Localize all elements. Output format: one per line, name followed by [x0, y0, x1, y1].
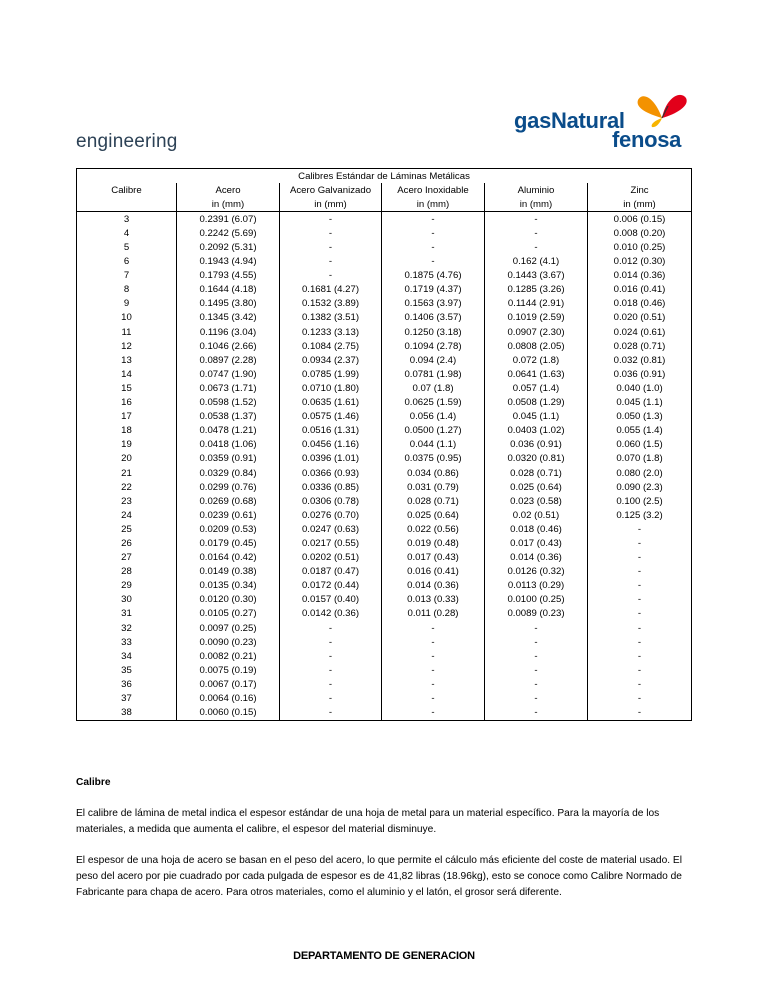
column-unit — [77, 197, 177, 212]
table-cell: - — [280, 677, 382, 691]
column-unit: in (mm) — [280, 197, 382, 212]
table-cell: 23 — [77, 494, 177, 508]
table-cell: 0.050 (1.3) — [588, 410, 692, 424]
table-row — [77, 311, 692, 325]
table-cell: 0.2242 (5.69) — [177, 226, 280, 240]
table-cell: - — [485, 706, 588, 721]
table-cell: 0.018 (0.46) — [485, 522, 588, 536]
table-cell: 0.0516 (1.31) — [280, 424, 382, 438]
table-cell: 0.031 (0.79) — [382, 480, 485, 494]
table-cell: 0.0320 (0.81) — [485, 452, 588, 466]
table-cell: 0.032 (0.81) — [588, 353, 692, 367]
table-cell: - — [485, 635, 588, 649]
table-cell: - — [280, 635, 382, 649]
section-label: engineering — [76, 131, 178, 152]
table-row — [77, 240, 692, 254]
table-cell: 0.013 (0.33) — [382, 593, 485, 607]
table-cell: 0.045 (1.1) — [485, 410, 588, 424]
column-header: Calibre — [77, 183, 177, 197]
table-row — [77, 551, 692, 565]
table-cell: 0.0785 (1.99) — [280, 367, 382, 381]
table-cell: - — [588, 663, 692, 677]
table-cell: - — [382, 691, 485, 705]
table-cell: 0.1495 (3.80) — [177, 297, 280, 311]
table-cell: - — [485, 691, 588, 705]
table-cell: 0.0575 (1.46) — [280, 410, 382, 424]
table-cell: - — [280, 663, 382, 677]
table-cell: 13 — [77, 353, 177, 367]
table-cell: 0.2391 (6.07) — [177, 212, 280, 227]
table-cell: - — [382, 635, 485, 649]
table-cell: 0.011 (0.28) — [382, 607, 485, 621]
table-row — [77, 325, 692, 339]
table-cell: 0.1019 (2.59) — [485, 311, 588, 325]
table-cell: 0.019 (0.48) — [382, 536, 485, 550]
table-cell: 0.0808 (2.05) — [485, 339, 588, 353]
table-cell: - — [485, 240, 588, 254]
table-cell: 0.1644 (4.18) — [177, 283, 280, 297]
column-unit: in (mm) — [177, 197, 280, 212]
table-cell: 6 — [77, 255, 177, 269]
table-cell: 0.0269 (0.68) — [177, 494, 280, 508]
table-cell: 0.070 (1.8) — [588, 452, 692, 466]
table-cell: 0.014 (0.36) — [588, 269, 692, 283]
table-cell: 0.044 (1.1) — [382, 438, 485, 452]
table-cell: - — [382, 677, 485, 691]
table-cell: 36 — [77, 677, 177, 691]
table-row — [77, 607, 692, 621]
table-cell: 0.0126 (0.32) — [485, 565, 588, 579]
table-cell: 0.036 (0.91) — [588, 367, 692, 381]
table-cell: 0.012 (0.30) — [588, 255, 692, 269]
table-cell: 0.0202 (0.51) — [280, 551, 382, 565]
table-row — [77, 255, 692, 269]
table-cell: 0.125 (3.2) — [588, 508, 692, 522]
table-row — [77, 283, 692, 297]
table-cell: 0.0060 (0.15) — [177, 706, 280, 721]
table-cell: 0.018 (0.46) — [588, 297, 692, 311]
table-cell: 0.020 (0.51) — [588, 311, 692, 325]
table-cell: 0.0635 (1.61) — [280, 396, 382, 410]
table-cell: 0.1382 (3.51) — [280, 311, 382, 325]
table-row — [77, 452, 692, 466]
logo-text-gasnatural: gasNatural — [514, 108, 625, 133]
column-header: Aluminio — [485, 183, 588, 197]
table-row — [77, 226, 692, 240]
table-row — [77, 706, 692, 721]
table-cell: 0.060 (1.5) — [588, 438, 692, 452]
table-cell: - — [485, 212, 588, 227]
table-cell: 0.1233 (3.13) — [280, 325, 382, 339]
table-cell: - — [588, 621, 692, 635]
table-cell: 0.0359 (0.91) — [177, 452, 280, 466]
table-cell: - — [280, 691, 382, 705]
table-cell: 27 — [77, 551, 177, 565]
table-cell: 0.1144 (2.91) — [485, 297, 588, 311]
table-cell: 0.0149 (0.38) — [177, 565, 280, 579]
table-cell: 0.0082 (0.21) — [177, 649, 280, 663]
table-cell: 0.0478 (1.21) — [177, 424, 280, 438]
table-cell: - — [588, 706, 692, 721]
table-cell: - — [280, 226, 382, 240]
table-cell: 0.0299 (0.76) — [177, 480, 280, 494]
table-cell: 0.028 (0.71) — [485, 466, 588, 480]
column-header: Acero Galvanizado — [280, 183, 382, 197]
table-cell: - — [382, 649, 485, 663]
table-cell: 7 — [77, 269, 177, 283]
table-row — [77, 381, 692, 395]
table-cell: 3 — [77, 212, 177, 227]
table-cell: - — [588, 677, 692, 691]
column-unit-row — [77, 197, 692, 212]
table-cell: 0.016 (0.41) — [588, 283, 692, 297]
table-cell: - — [382, 226, 485, 240]
table-cell: 5 — [77, 240, 177, 254]
table-cell: 0.0090 (0.23) — [177, 635, 280, 649]
table-cell: 0.0508 (1.29) — [485, 396, 588, 410]
table-cell: 0.0418 (1.06) — [177, 438, 280, 452]
table-row — [77, 396, 692, 410]
table-cell: 29 — [77, 579, 177, 593]
table-cell: 0.0710 (1.80) — [280, 381, 382, 395]
table-cell: 0.1719 (4.37) — [382, 283, 485, 297]
table-cell: 0.0239 (0.61) — [177, 508, 280, 522]
table-cell: 0.080 (2.0) — [588, 466, 692, 480]
table-cell: 4 — [77, 226, 177, 240]
table-cell: 0.0336 (0.85) — [280, 480, 382, 494]
table-row — [77, 649, 692, 663]
table-cell: 0.1532 (3.89) — [280, 297, 382, 311]
table-row — [77, 579, 692, 593]
table-cell: 0.0538 (1.37) — [177, 410, 280, 424]
table-caption: Calibres Estándar de Láminas Metálicas — [77, 169, 692, 184]
table-cell: 0.028 (0.71) — [382, 494, 485, 508]
table-cell: 11 — [77, 325, 177, 339]
table-cell: 34 — [77, 649, 177, 663]
table-cell: 0.055 (1.4) — [588, 424, 692, 438]
table-cell: 12 — [77, 339, 177, 353]
table-row — [77, 565, 692, 579]
column-unit: in (mm) — [588, 197, 692, 212]
table-row — [77, 663, 692, 677]
table-cell: - — [588, 649, 692, 663]
table-row — [77, 593, 692, 607]
table-cell: 0.072 (1.8) — [485, 353, 588, 367]
table-cell: 0.0500 (1.27) — [382, 424, 485, 438]
company-logo — [514, 88, 684, 153]
table-cell: - — [588, 579, 692, 593]
table-cell: - — [280, 649, 382, 663]
table-cell: 0.028 (0.71) — [588, 339, 692, 353]
table-cell: 0.090 (2.3) — [588, 480, 692, 494]
table-cell: 0.0456 (1.16) — [280, 438, 382, 452]
column-unit: in (mm) — [382, 197, 485, 212]
table-cell: 0.1443 (3.67) — [485, 269, 588, 283]
table-cell: 0.0064 (0.16) — [177, 691, 280, 705]
table-row — [77, 297, 692, 311]
table-row — [77, 536, 692, 550]
table-cell: 0.034 (0.86) — [382, 466, 485, 480]
table-cell: - — [588, 522, 692, 536]
table-row — [77, 522, 692, 536]
table-cell: 0.0329 (0.84) — [177, 466, 280, 480]
table-cell: - — [588, 691, 692, 705]
table-cell: 0.0217 (0.55) — [280, 536, 382, 550]
table-cell: 20 — [77, 452, 177, 466]
table-cell: 38 — [77, 706, 177, 721]
table-cell: 0.1681 (4.27) — [280, 283, 382, 297]
table-cell: 0.014 (0.36) — [485, 551, 588, 565]
table-cell: 0.017 (0.43) — [485, 536, 588, 550]
table-cell: 16 — [77, 396, 177, 410]
table-row — [77, 410, 692, 424]
footer-department: DEPARTAMENTO DE GENERACION — [293, 950, 475, 962]
table-row — [77, 212, 692, 227]
table-cell: 0.1046 (2.66) — [177, 339, 280, 353]
table-cell: 0.0641 (1.63) — [485, 367, 588, 381]
table-cell: 14 — [77, 367, 177, 381]
table-cell: 0.02 (0.51) — [485, 508, 588, 522]
table-cell: 0.0100 (0.25) — [485, 593, 588, 607]
table-cell: 0.2092 (5.31) — [177, 240, 280, 254]
table-cell: - — [280, 621, 382, 635]
table-cell: 0.023 (0.58) — [485, 494, 588, 508]
table-cell: 19 — [77, 438, 177, 452]
table-cell: 0.1084 (2.75) — [280, 339, 382, 353]
table-cell: 31 — [77, 607, 177, 621]
column-header: Acero — [177, 183, 280, 197]
table-cell: 35 — [77, 663, 177, 677]
table-row — [77, 353, 692, 367]
table-cell: - — [382, 621, 485, 635]
table-cell: 0.057 (1.4) — [485, 381, 588, 395]
table-cell: - — [382, 255, 485, 269]
table-cell: 0.0105 (0.27) — [177, 607, 280, 621]
table-row — [77, 508, 692, 522]
table-cell: 32 — [77, 621, 177, 635]
table-cell: 0.0403 (1.02) — [485, 424, 588, 438]
table-cell: 0.0747 (1.90) — [177, 367, 280, 381]
table-cell: 0.014 (0.36) — [382, 579, 485, 593]
table-row — [77, 339, 692, 353]
table-cell: 0.0179 (0.45) — [177, 536, 280, 550]
table-cell: 21 — [77, 466, 177, 480]
table-row — [77, 677, 692, 691]
table-cell: 0.1285 (3.26) — [485, 283, 588, 297]
table-cell: - — [588, 607, 692, 621]
table-cell: 0.0396 (1.01) — [280, 452, 382, 466]
table-cell: 0.0187 (0.47) — [280, 565, 382, 579]
table-cell: 10 — [77, 311, 177, 325]
table-cell: 0.006 (0.15) — [588, 212, 692, 227]
table-cell: 9 — [77, 297, 177, 311]
table-cell: 0.017 (0.43) — [382, 551, 485, 565]
table-cell: - — [588, 551, 692, 565]
column-header-row — [77, 183, 692, 197]
table-cell: 0.0067 (0.17) — [177, 677, 280, 691]
table-cell: - — [280, 240, 382, 254]
table-cell: 0.025 (0.64) — [382, 508, 485, 522]
table-cell: 25 — [77, 522, 177, 536]
table-cell: 22 — [77, 480, 177, 494]
column-header: Acero Inoxidable — [382, 183, 485, 197]
table-cell: - — [382, 240, 485, 254]
table-cell: 18 — [77, 424, 177, 438]
table-cell: 0.010 (0.25) — [588, 240, 692, 254]
table-cell: 0.0247 (0.63) — [280, 522, 382, 536]
table-cell: 0.025 (0.64) — [485, 480, 588, 494]
table-cell: 30 — [77, 593, 177, 607]
table-cell: 0.0164 (0.42) — [177, 551, 280, 565]
table-cell: 0.008 (0.20) — [588, 226, 692, 240]
table-row — [77, 367, 692, 381]
table-cell: 0.0097 (0.25) — [177, 621, 280, 635]
table-row — [77, 621, 692, 635]
table-cell: - — [588, 536, 692, 550]
table-cell: 0.1943 (4.94) — [177, 255, 280, 269]
table-cell: 0.0113 (0.29) — [485, 579, 588, 593]
table-cell: 0.040 (1.0) — [588, 381, 692, 395]
table-cell: 0.024 (0.61) — [588, 325, 692, 339]
gauge-table — [76, 168, 692, 721]
table-cell: 0.016 (0.41) — [382, 565, 485, 579]
table-cell: 0.056 (1.4) — [382, 410, 485, 424]
table-cell: - — [382, 663, 485, 677]
table-cell: 0.0172 (0.44) — [280, 579, 382, 593]
butterfly-icon — [632, 88, 692, 128]
table-cell: 0.0157 (0.40) — [280, 593, 382, 607]
table-cell: 37 — [77, 691, 177, 705]
table-row — [77, 691, 692, 705]
table-cell: 8 — [77, 283, 177, 297]
table-cell: 15 — [77, 381, 177, 395]
table-cell: - — [485, 677, 588, 691]
table-cell: - — [485, 621, 588, 635]
table-cell: - — [280, 706, 382, 721]
table-row — [77, 466, 692, 480]
table-cell: - — [485, 663, 588, 677]
logo-text-fenosa: fenosa — [612, 127, 682, 152]
table-cell: 0.0375 (0.95) — [382, 452, 485, 466]
table-row — [77, 635, 692, 649]
table-cell: 0.100 (2.5) — [588, 494, 692, 508]
table-cell: 28 — [77, 565, 177, 579]
table-cell: 0.0209 (0.53) — [177, 522, 280, 536]
table-cell: - — [588, 593, 692, 607]
table-cell: 33 — [77, 635, 177, 649]
table-cell: 0.0781 (1.98) — [382, 367, 485, 381]
table-cell: 0.0135 (0.34) — [177, 579, 280, 593]
table-cell: - — [382, 212, 485, 227]
paragraph: El espesor de una hoja de acero se basan en el peso del acero, lo que permite el cálculo más eficiente del coste de material usado. El peso del acero por pie cuadrado por cada pulgada de espesor es de 41,82 libras (18.96kg), esto se conoce como Calibre Normado de Fabricante para chapa de acero. Para otros materiales, como el aluminio y el latón, el grosor será diferente. — [76, 855, 682, 898]
table-cell: - — [485, 649, 588, 663]
table-cell: 0.0075 (0.19) — [177, 663, 280, 677]
table-cell: 0.094 (2.4) — [382, 353, 485, 367]
table-cell: 0.1250 (3.18) — [382, 325, 485, 339]
table-cell: 0.0089 (0.23) — [485, 607, 588, 621]
table-cell: 0.0934 (2.37) — [280, 353, 382, 367]
table-cell: 0.1875 (4.76) — [382, 269, 485, 283]
table-cell: 0.0366 (0.93) — [280, 466, 382, 480]
table-row — [77, 494, 692, 508]
table-cell: - — [280, 212, 382, 227]
table-cell: 0.0673 (1.71) — [177, 381, 280, 395]
paragraph: El calibre de lámina de metal indica el espesor estándar de una hoja de metal para un material específico. Para la mayoría de los materiales, a medida que aumenta el calibre, el espesor del material disminuye. — [76, 808, 660, 835]
table-cell: - — [588, 565, 692, 579]
table-cell: 0.0625 (1.59) — [382, 396, 485, 410]
table-cell: 0.1406 (3.57) — [382, 311, 485, 325]
table-cell: - — [280, 269, 382, 283]
column-unit: in (mm) — [485, 197, 588, 212]
section-title: Calibre — [76, 777, 111, 788]
table-cell: 0.162 (4.1) — [485, 255, 588, 269]
table-cell: 0.0306 (0.78) — [280, 494, 382, 508]
table-cell: - — [485, 226, 588, 240]
column-header: Zinc — [588, 183, 692, 197]
table-cell: 0.1196 (3.04) — [177, 325, 280, 339]
table-cell: 0.0276 (0.70) — [280, 508, 382, 522]
table-cell: 0.022 (0.56) — [382, 522, 485, 536]
table-cell: 0.1793 (4.55) — [177, 269, 280, 283]
table-cell: 0.0907 (2.30) — [485, 325, 588, 339]
table-cell: 0.1345 (3.42) — [177, 311, 280, 325]
table-cell: 0.0120 (0.30) — [177, 593, 280, 607]
table-row — [77, 438, 692, 452]
table-cell: - — [588, 635, 692, 649]
table-cell: 17 — [77, 410, 177, 424]
table-row — [77, 480, 692, 494]
table-cell: 0.1563 (3.97) — [382, 297, 485, 311]
table-cell: 0.0897 (2.28) — [177, 353, 280, 367]
table-cell: - — [382, 706, 485, 721]
table-row — [77, 269, 692, 283]
table-row — [77, 424, 692, 438]
table-cell: 24 — [77, 508, 177, 522]
table-cell: 0.036 (0.91) — [485, 438, 588, 452]
table-cell: 0.045 (1.1) — [588, 396, 692, 410]
table-cell: 0.0142 (0.36) — [280, 607, 382, 621]
table-cell: 0.1094 (2.78) — [382, 339, 485, 353]
table-cell: - — [280, 255, 382, 269]
table-cell: 0.07 (1.8) — [382, 381, 485, 395]
table-cell: 0.0598 (1.52) — [177, 396, 280, 410]
table-cell: 26 — [77, 536, 177, 550]
